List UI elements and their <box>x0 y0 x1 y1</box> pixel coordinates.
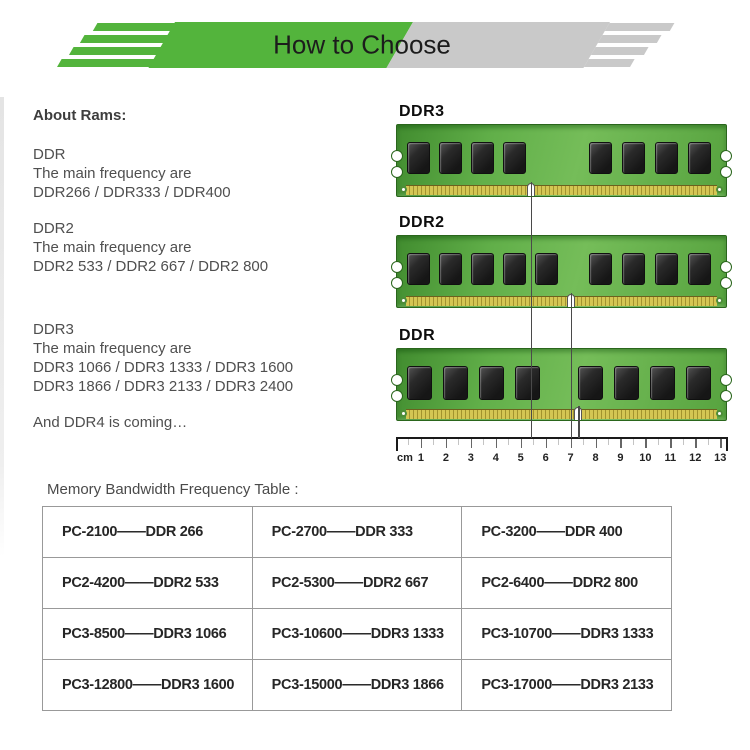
gold-contacts <box>406 409 717 419</box>
edge-notch-right <box>720 261 732 273</box>
gold-contacts <box>406 185 717 195</box>
ruler-tick <box>695 439 697 448</box>
ram-module-ddr2 <box>396 235 727 308</box>
about-line: The main frequency are <box>33 165 192 182</box>
banner-stripe <box>591 47 649 55</box>
memory-chip <box>622 253 645 285</box>
about-line: DDR2 <box>33 220 74 237</box>
module-label-ddr: DDR <box>399 327 436 344</box>
ruler-tick <box>645 439 647 448</box>
ruler-tick-label: 10 <box>639 452 652 464</box>
about-paragraph <box>33 320 373 396</box>
about-paragraph <box>33 145 373 202</box>
module-label-ddr3: DDR3 <box>399 103 445 120</box>
chip-group-left <box>407 142 526 174</box>
ruler-tick <box>670 439 672 448</box>
about-line: DDR3 <box>33 321 74 338</box>
chip-group-left <box>407 366 540 400</box>
banner-stripe <box>598 35 662 43</box>
edge-notch-left <box>391 390 403 402</box>
ruler-tick-label: 3 <box>467 452 474 464</box>
ruler-half-tick <box>433 439 434 445</box>
memory-chip <box>439 142 462 174</box>
about-paragraph <box>33 413 373 432</box>
about-line: DDR266 / DDR333 / DDR400 <box>33 184 231 201</box>
notch-guide-line <box>571 293 573 438</box>
ruler-tick-label: 9 <box>617 452 624 464</box>
memory-chip <box>443 366 468 400</box>
edge-notch-left <box>391 374 403 386</box>
edge-notch-left <box>391 166 403 178</box>
table-row <box>43 609 672 660</box>
memory-chip <box>655 253 678 285</box>
ruler-tick <box>421 439 423 448</box>
about-heading: About Rams: <box>33 107 127 124</box>
mount-hole-left <box>400 410 407 417</box>
freq-cell: PC3-15000——DDR3 1866 <box>252 660 462 711</box>
freq-cell: PC3-17000——DDR3 2133 <box>462 660 672 711</box>
memory-chip <box>503 253 526 285</box>
banner-stripe <box>80 35 171 43</box>
about-line: DDR3 1066 / DDR3 1333 / DDR3 1600 <box>33 359 294 376</box>
freq-cell: PC2-6400——DDR2 800 <box>462 558 672 609</box>
memory-chip <box>622 142 645 174</box>
about-paragraph <box>33 219 373 276</box>
edge-notch-left <box>391 277 403 289</box>
memory-chip <box>650 366 675 400</box>
about-line: The main frequency are <box>33 340 192 357</box>
scan-edge-shade <box>0 97 4 557</box>
edge-notch-right <box>720 390 732 402</box>
ruler-unit-label: cm <box>397 452 413 464</box>
freq-cell: PC2-4200——DDR2 533 <box>43 558 253 609</box>
table-row <box>43 558 672 609</box>
page-title: How to Choose <box>273 29 451 60</box>
memory-chip <box>589 253 612 285</box>
freq-cell: PC3-10700——DDR3 1333 <box>462 609 672 660</box>
edge-notch-right <box>720 374 732 386</box>
memory-chip <box>688 253 711 285</box>
ruler-half-tick <box>658 439 659 445</box>
ruler-tick-label: 5 <box>517 452 524 464</box>
chip-group-right <box>589 253 711 285</box>
freq-cell: PC-2100——DDR 266 <box>43 507 253 558</box>
ruler-end-right <box>726 437 728 451</box>
memory-chip <box>407 366 432 400</box>
about-rams-section <box>33 106 373 449</box>
memory-chip <box>479 366 504 400</box>
freq-cell: PC2-5300——DDR2 667 <box>252 558 462 609</box>
memory-chip <box>655 142 678 174</box>
memory-chip <box>503 142 526 174</box>
ruler-tick-label: 12 <box>689 452 702 464</box>
memory-chip <box>515 366 540 400</box>
edge-notch-right <box>720 277 732 289</box>
memory-chip <box>686 366 711 400</box>
ruler-half-tick <box>408 439 409 445</box>
ruler-tick <box>620 439 622 448</box>
memory-chip <box>439 253 462 285</box>
freq-cell: PC3-12800——DDR3 1600 <box>43 660 253 711</box>
about-line: DDR3 1866 / DDR3 2133 / DDR3 2400 <box>33 378 294 395</box>
notch-guide-line <box>578 406 580 438</box>
ruler-half-tick <box>558 439 559 445</box>
ruler-tick <box>471 439 473 448</box>
ruler-tick-label: 2 <box>442 452 449 464</box>
memory-chip <box>407 142 430 174</box>
ruler-tick-label: 1 <box>417 452 424 464</box>
ruler-tick <box>546 439 548 448</box>
table-row <box>43 507 672 558</box>
chip-group-right <box>578 366 711 400</box>
ruler-half-tick <box>483 439 484 445</box>
header-banner <box>55 22 700 68</box>
chip-group-left <box>407 253 558 285</box>
ruler-tick <box>720 439 722 448</box>
ruler-tick-label: 6 <box>542 452 549 464</box>
freq-cell: PC3-10600——DDR3 1333 <box>252 609 462 660</box>
ruler-end-left <box>396 437 398 451</box>
mount-hole-right <box>716 410 723 417</box>
ruler-tick-label: 11 <box>664 452 677 464</box>
memory-chip <box>471 142 494 174</box>
ram-module-ddr <box>396 348 727 421</box>
ruler-half-tick <box>583 439 584 445</box>
freq-cell: PC-3200——DDR 400 <box>462 507 672 558</box>
ruler-half-tick <box>633 439 634 445</box>
about-line: DDR <box>33 146 66 163</box>
module-label-ddr2: DDR2 <box>399 214 445 231</box>
ruler-tick <box>596 439 598 448</box>
about-line: DDR2 533 / DDR2 667 / DDR2 800 <box>33 258 269 275</box>
ruler-half-tick <box>683 439 684 445</box>
about-line: And DDR4 is coming… <box>33 414 188 431</box>
ruler-half-tick <box>608 439 609 445</box>
edge-notch-left <box>391 150 403 162</box>
memory-chip <box>589 142 612 174</box>
ram-module-ddr3 <box>396 124 727 197</box>
edge-notch-right <box>720 150 732 162</box>
banner-stripe <box>93 23 178 31</box>
ruler-half-tick <box>708 439 709 445</box>
ruler-half-tick <box>508 439 509 445</box>
memory-chip <box>578 366 603 400</box>
ruler-tick <box>446 439 448 448</box>
chip-group-right <box>589 142 711 174</box>
ruler-half-tick <box>458 439 459 445</box>
edge-notch-right <box>720 166 732 178</box>
mount-hole-right <box>716 297 723 304</box>
notch-guide-line <box>531 182 533 438</box>
ruler-tick-label: 4 <box>492 452 499 464</box>
ruler-tick <box>496 439 498 448</box>
banner-stripe <box>57 59 157 67</box>
memory-chip <box>407 253 430 285</box>
table-row <box>43 660 672 711</box>
memory-chip <box>688 142 711 174</box>
memory-chip <box>471 253 494 285</box>
banner-stripe <box>605 23 675 31</box>
about-line: The main frequency are <box>33 239 192 256</box>
ruler-half-tick <box>533 439 534 445</box>
edge-notch-left <box>391 261 403 273</box>
mount-hole-left <box>400 186 407 193</box>
banner-stripe <box>584 59 635 67</box>
ruler-tick-label: 13 <box>714 452 727 464</box>
table-title: Memory Bandwidth Frequency Table : <box>47 481 299 498</box>
banner-stripe <box>69 47 164 55</box>
memory-chip <box>535 253 558 285</box>
ruler-tick-label: 8 <box>592 452 599 464</box>
frequency-table <box>42 506 672 711</box>
freq-cell: PC3-8500——DDR3 1066 <box>43 609 253 660</box>
ruler-tick <box>571 439 573 448</box>
freq-cell: PC-2700——DDR 333 <box>252 507 462 558</box>
ruler-tick-label: 7 <box>567 452 574 464</box>
mount-hole-left <box>400 297 407 304</box>
memory-chip <box>614 366 639 400</box>
ruler-tick <box>521 439 523 448</box>
mount-hole-right <box>716 186 723 193</box>
gold-contacts <box>406 296 717 306</box>
